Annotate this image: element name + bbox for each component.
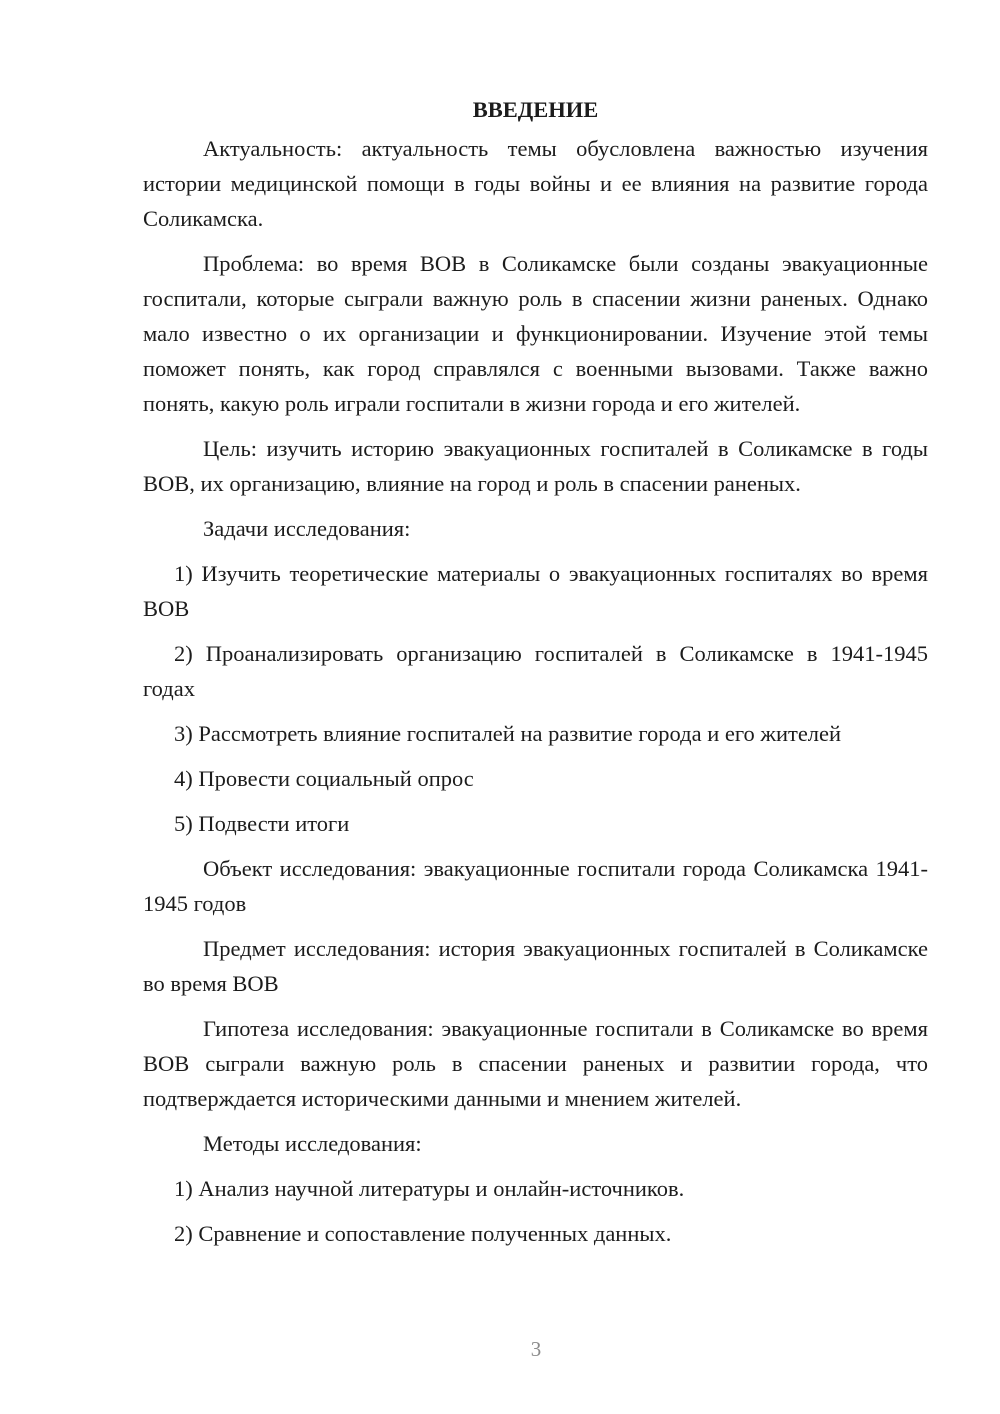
goal-paragraph: Цель: изучить историю эвакуационных госпиталей в Соликамске в годы ВОВ, их организацию, влияние на город и роль в спасении раненых. [143,436,928,496]
hypothesis-paragraph: Гипотеза исследования: эвакуационные госпитали в Соликамске во время ВОВ сыграли важную роль в спасении раненых и развитии города, что подтверждается историческими данными и мнением жителей. [143,1016,928,1111]
method-item: 1) Анализ научной литературы и онлайн-источников. [174,1176,685,1201]
methods-heading: Методы исследования: [203,1131,422,1156]
problem-paragraph: Проблема: во время ВОВ в Соликамске были созданы эвакуационные госпитали, которые сыграли важную роль в спасении жизни раненых. Однако мало известно о их организации и функционировании. Изучение этой темы поможет понять, как город справлялся с военными вызовами. Также важно понять, какую роль играли госпитали в жизни города и его жителей. [143,251,928,416]
tasks-heading: Задачи исследования: [203,516,411,541]
task-item: 1) Изучить теоретические материалы о эвакуационных госпиталях во время ВОВ [143,561,928,621]
subject-paragraph: Предмет исследования: история эвакуационных госпиталей в Соликамске во время ВОВ [143,936,928,996]
task-item: 5) Подвести итоги [174,811,350,836]
relevance-paragraph: Актуальность: актуальность темы обусловлена важностью изучения истории медицинской помощи в годы войны и ее влияния на развитие города Соликамска. [143,136,928,231]
section-heading: ВВЕДЕНИЕ [472,97,599,122]
page-number: 3 [530,1337,542,1361]
task-item: 2) Проанализировать организацию госпиталей в Соликамске в 1941-1945 годах [143,641,928,701]
document-body [143,92,928,1261]
object-paragraph: Объект исследования: эвакуационные госпитали города Соликамска 1941-1945 годов [143,856,928,916]
task-item: 3) Рассмотреть влияние госпиталей на развитие города и его жителей [174,721,842,746]
method-item: 2) Сравнение и сопоставление полученных данных. [174,1221,672,1246]
task-item: 4) Провести социальный опрос [174,766,474,791]
